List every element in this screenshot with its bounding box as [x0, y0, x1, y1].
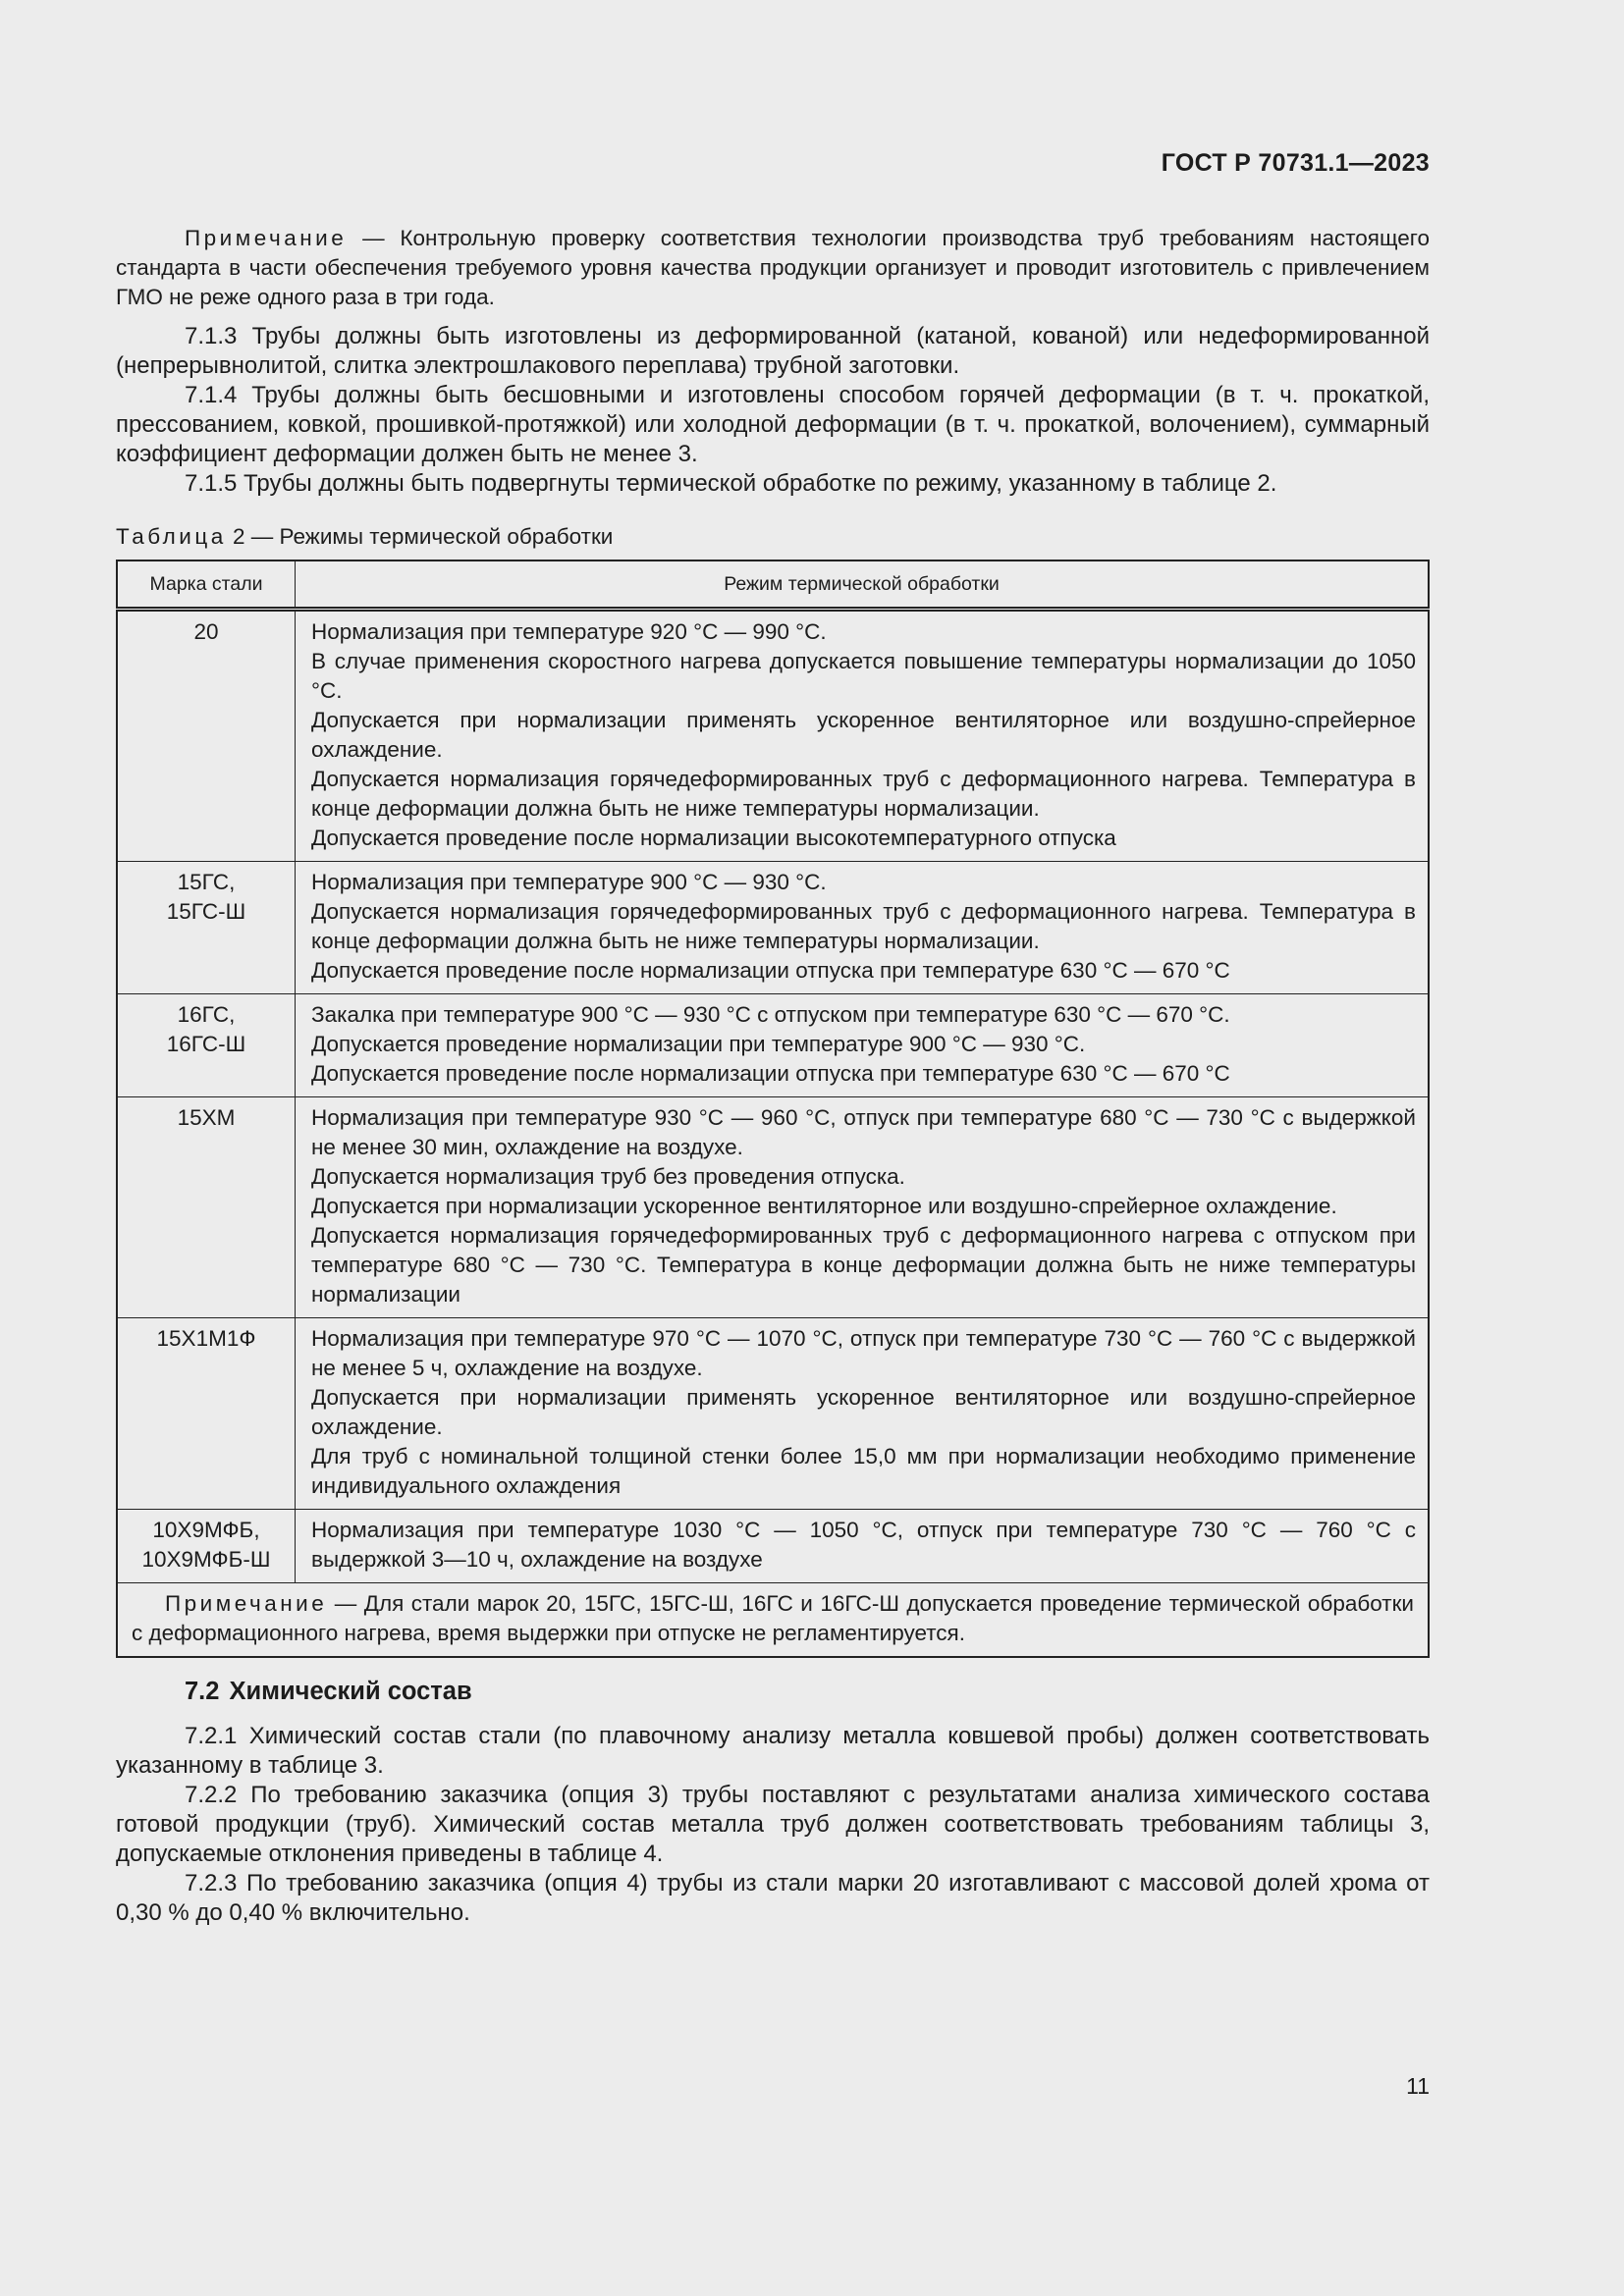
column-header-grade: Марка стали	[117, 561, 296, 610]
treatment-mode-cell	[296, 1510, 1430, 1583]
paragraph-7-2-3: 7.2.3 По требованию заказчика (опция 4) трубы из стали марки 20 изготавливают с массовой долей хрома от 0,30 % до 0,40 % включительно.	[116, 1870, 1430, 1926]
steel-grade-cell	[117, 994, 296, 1097]
treatment-line: Нормализация при температуре 1030 °С — 1050 °С, отпуск при температуре 730 °С — 760 °С с выдержкой 3—10 ч, охлаждение на воздухе	[311, 1518, 1416, 1572]
treatment-line: Допускается проведение после нормализации отпуска при температуре 630 °С — 670 °С	[311, 1061, 1230, 1086]
treatment-line: Допускается проведение после нормализации отпуска при температуре 630 °С — 670 °С	[311, 958, 1230, 983]
treatment-mode-cell	[296, 1318, 1430, 1510]
steel-grade-cell	[117, 1510, 296, 1583]
steel-grade: 20	[193, 619, 219, 644]
table-note-label: Примечание	[165, 1591, 328, 1616]
section-heading	[185, 1678, 1430, 1706]
section-number: 7.2	[185, 1678, 220, 1705]
table-row	[117, 994, 1429, 1097]
page-number: 11	[1406, 2073, 1430, 2099]
steel-grade: 10Х9МФБ-Ш	[141, 1547, 271, 1572]
intro-note	[116, 224, 1430, 312]
page-content	[116, 224, 1430, 1928]
steel-grade-cell	[117, 1097, 296, 1318]
treatment-mode-cell	[296, 1097, 1430, 1318]
steel-grade: 10Х9МФБ,	[152, 1518, 260, 1542]
table-row	[117, 1097, 1429, 1318]
treatment-line: Нормализация при температуре 900 °С — 930 °С.	[311, 870, 827, 894]
treatment-line: Нормализация при температуре 930 °С — 960 °С, отпуск при температуре 680 °С — 730 °С с выдержкой не менее 30 мин, охлаждение на воздухе.	[311, 1105, 1416, 1159]
standard-header: ГОСТ Р 70731.1—2023	[1161, 149, 1430, 177]
treatment-line: Допускается проведение нормализации при температуре 900 °С — 930 °С.	[311, 1032, 1086, 1056]
treatment-mode-cell	[296, 862, 1430, 994]
paragraph-7-1-4: 7.1.4 Трубы должны быть бесшовными и изготовлены способом горячей деформации (в т. ч. прокаткой, прессованием, ковкой, прошивкой-протяжкой) или холодной деформации (в т. ч. прокаткой, волочением), суммарный коэффициент деформации должен быть не менее 3.	[116, 382, 1430, 467]
table-note	[117, 1583, 1429, 1658]
steel-grade-cell	[117, 610, 296, 862]
treatment-line: Допускается проведение после нормализации высокотемпературного отпуска	[311, 826, 1116, 850]
treatment-line: Допускается нормализация труб без проведения отпуска.	[311, 1164, 905, 1189]
treatment-line: Для труб с номинальной толщиной стенки более 15,0 мм при нормализации необходимо применение индивидуального охлаждения	[311, 1444, 1416, 1498]
treatment-line: Допускается при нормализации ускоренное вентиляторное или воздушно-спрейерное охлаждение.	[311, 1194, 1337, 1218]
note-label: Примечание	[185, 226, 348, 250]
steel-grade: 15ГС,	[177, 870, 236, 894]
treatment-line: Допускается при нормализации применять ускоренное вентиляторное или воздушно-спрейерное охлаждение.	[311, 1385, 1416, 1439]
paragraph-7-1-5: 7.1.5 Трубы должны быть подвергнуты термической обработке по режиму, указанному в таблице 2.	[185, 470, 1277, 497]
column-header-mode: Режим термической обработки	[296, 561, 1430, 610]
table-body	[117, 610, 1429, 1583]
steel-grade: 15Х1М1Ф	[156, 1326, 256, 1351]
treatment-line: Допускается нормализация горячедеформированных труб с деформационного нагрева. Температура в конце деформации должна быть не ниже температуры нормализации.	[311, 767, 1416, 821]
table-row	[117, 1318, 1429, 1510]
table-caption-text: 2 — Режимы термической обработки	[226, 524, 614, 549]
treatment-mode-cell	[296, 994, 1430, 1097]
paragraph-7-1-3: 7.1.3 Трубы должны быть изготовлены из деформированной (катаной, кованой) или недеформированной (непрерывнолитой, слитка электрошлакового переплава) трубной заготовки.	[116, 323, 1430, 379]
steel-grade: 15ГС-Ш	[166, 899, 246, 924]
table-row	[117, 610, 1429, 862]
table-row	[117, 862, 1429, 994]
table-header-row	[117, 561, 1429, 610]
paragraph-7-2-2: 7.2.2 По требованию заказчика (опция 3) трубы поставляют с результатами анализа химического состава готовой продукции (труб). Химический состав металла труб должен соответствовать требованиям таблицы 3, допускаемые отклонения приведены в таблице 4.	[116, 1782, 1430, 1867]
treatment-line: Нормализация при температуре 970 °С — 1070 °С, отпуск при температуре 730 °С — 760 °С с выдержкой не менее 5 ч, охлаждение на воздухе.	[311, 1326, 1416, 1380]
table-note-text: — Для стали марок 20, 15ГС, 15ГС-Ш, 16ГС и 16ГС-Ш допускается проведение термической обработки с деформационного нагрева, время выдержки при отпуске не регламентируется.	[132, 1591, 1414, 1645]
treatment-line: Допускается нормализация горячедеформированных труб с деформационного нагрева. Температура в конце деформации должна быть не ниже температуры нормализации.	[311, 899, 1416, 953]
steel-grade: 15ХМ	[177, 1105, 236, 1130]
table-note-row	[117, 1583, 1429, 1658]
steel-grade-cell	[117, 862, 296, 994]
treatment-line: Допускается при нормализации применять ускоренное вентиляторное или воздушно-спрейерное охлаждение.	[311, 708, 1416, 762]
note-text: — Контрольную проверку соответствия технологии производства труб требованиям настоящего стандарта в части обеспечения требуемого уровня качества продукции организует и проводит изготовитель с привлечением ГМО не реже одного раза в три года.	[116, 226, 1430, 309]
table-caption-label: Таблица	[116, 524, 227, 549]
treatment-mode-cell	[296, 610, 1430, 862]
treatment-line: Закалка при температуре 900 °С — 930 °С с отпуском при температуре 630 °С — 670 °С.	[311, 1002, 1230, 1027]
treatment-line: Допускается нормализация горячедеформированных труб с деформационного нагрева с отпуском при температуре 680 °С — 730 °С. Температура в конце деформации должна быть не ниже температуры нормализации	[311, 1223, 1416, 1307]
paragraph-7-2-1: 7.2.1 Химический состав стали (по плавочному анализу металла ковшевой пробы) должен соответствовать указанному в таблице 3.	[116, 1723, 1430, 1779]
steel-grade-cell	[117, 1318, 296, 1510]
treatment-line: В случае применения скоростного нагрева допускается повышение температуры нормализации до 1050 °С.	[311, 649, 1416, 703]
treatment-line: Нормализация при температуре 920 °С — 990 °С.	[311, 619, 827, 644]
table-caption	[116, 522, 1430, 552]
steel-grade: 16ГС-Ш	[166, 1032, 246, 1056]
section-title: Химический состав	[229, 1678, 472, 1705]
table-row	[117, 1510, 1429, 1583]
steel-grade: 16ГС,	[177, 1002, 236, 1027]
heat-treatment-table	[116, 560, 1430, 1658]
